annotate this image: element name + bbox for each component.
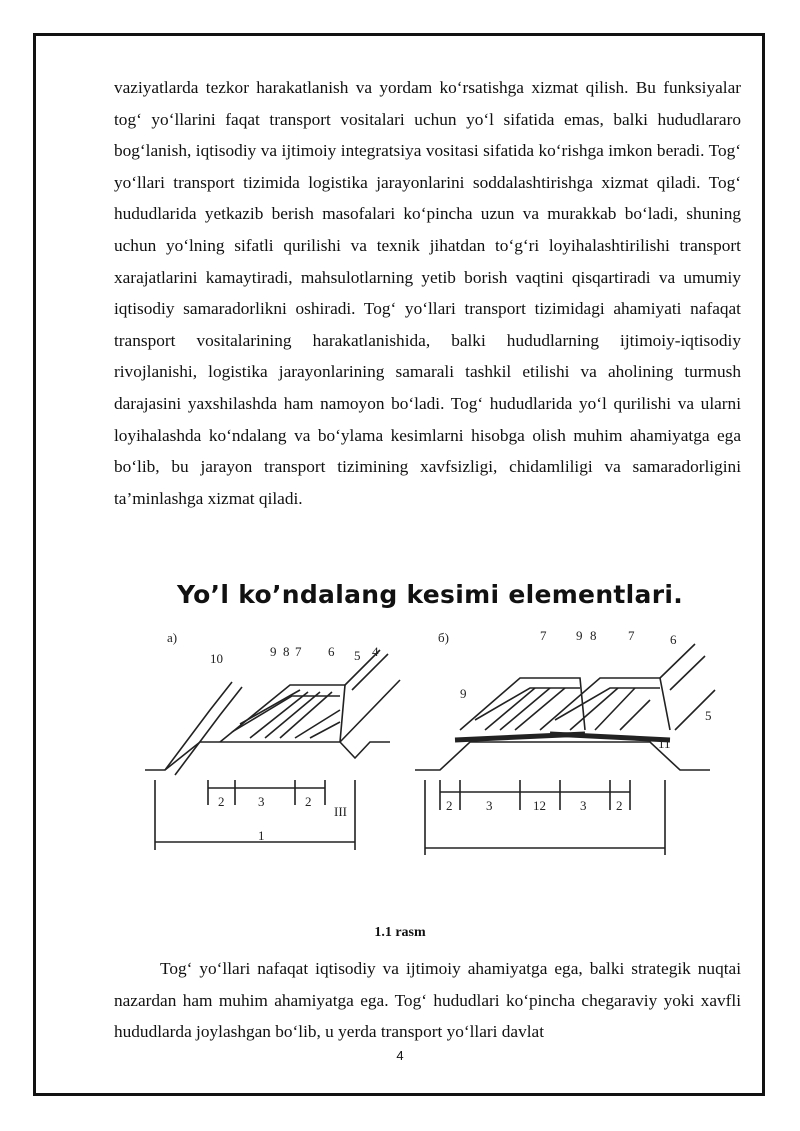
label-b-7-left: 7 bbox=[540, 630, 547, 643]
paragraph: vaziyatlarda tezkor harakatlanish va yordam ko‘rsatishga xizmat qilish. Bu funksiyalar tog‘ yo‘llarini faqat transport vositalari uchun yo‘l sifatida emas, balki hududlararo bog‘lanish, iqtisodiy va ijtimoiy integratsiya vositasi sifatida ko‘rishga imkon beradi. Tog‘ yo‘llari transport tizimida logistika jarayonlarini soddalashtirishga xizmat qiladi. Tog‘ hududlarida yetkazib berish masofalari ko‘pincha uzun va murakkab bo‘ladi, shuning uchun yo‘lning sifatli qurilishi va texnik jihatdan to‘g‘ri loyihalashtirilishi transport xarajatlarini kamaytiradi, mahsulotlarning yetib borish vaqtini qisqartiradi va umumiy iqtisodiy samaradorlikni oshiradi. Tog‘ yo‘llari transport tizimidagi ahamiyati nafaqat transport vositalarining harakatlanishida, balki hududlarning ijtimoiy-iqtisodiy rivojlanishi, logistika jarayonlarining samarali tashkil etilishi va aholining turmush darajasini yaxshilashda ham namoyon bo‘ladi. Tog‘ hududlarida yo‘l qurilishi va ularni loyihalashda ko‘ndalang va bo‘ylama kesimlarni hisobga olish muhim ahamiyatga ega bo‘lib, bu jarayon transport tizimining xavfsizligi, chidamliligi va samaradorligini ta’minlashga xizmat qiladi. bbox=[114, 78, 741, 508]
label-a-8: 8 bbox=[283, 644, 290, 659]
label-b-11: 11 bbox=[658, 736, 671, 751]
body-text-continued bbox=[114, 953, 741, 1048]
label-b-dim-2-right: 2 bbox=[616, 798, 623, 813]
paragraph: Tog‘ yo‘llari nafaqat iqtisodiy va ijtimoiy ahamiyatga ega, balki strategik nuqtai nazardan ham muhim ahamiyatga ega. Tog‘ hududlari ko‘pincha chegaraviy yoki xavfli hududlarda joylashgan bo‘lib, u yerda transport yo‘llari davlat bbox=[114, 959, 741, 1042]
label-a-dim-2-left: 2 bbox=[218, 794, 225, 809]
label-a-side-iii: III bbox=[334, 804, 347, 819]
label-b-dim-2-left: 2 bbox=[446, 798, 453, 813]
label-a-6: 6 bbox=[328, 644, 335, 659]
figure bbox=[140, 580, 720, 880]
label-a-5: 5 bbox=[354, 648, 361, 663]
page-number: 4 bbox=[396, 1048, 404, 1063]
label-a-4: 4 bbox=[372, 644, 379, 659]
label-a-7: 7 bbox=[295, 644, 302, 659]
label-b-9: 9 bbox=[576, 630, 583, 643]
label-a-10: 10 bbox=[210, 651, 223, 666]
label-b-6: 6 bbox=[670, 632, 677, 647]
label-a-dim-3: 3 bbox=[258, 794, 265, 809]
figure-caption: 1.1 rasm bbox=[374, 925, 426, 940]
panel-a-label: a) bbox=[167, 630, 178, 645]
cross-section-diagram bbox=[140, 630, 720, 870]
body-text bbox=[114, 72, 741, 514]
label-b-5: 5 bbox=[705, 708, 712, 723]
label-a-9: 9 bbox=[270, 644, 277, 659]
figure-title: Yo’l ko’ndalang kesimi elementlari. bbox=[176, 580, 684, 609]
label-a-dim-1: 1 bbox=[258, 828, 265, 843]
label-b-8: 8 bbox=[590, 630, 597, 643]
label-b-dim-12: 12 bbox=[533, 798, 546, 813]
label-b-9-side: 9 bbox=[460, 686, 467, 701]
label-b-7-right: 7 bbox=[628, 630, 635, 643]
panel-b-label: б) bbox=[438, 630, 449, 645]
label-a-dim-2-right: 2 bbox=[305, 794, 312, 809]
label-b-dim-3-right: 3 bbox=[580, 798, 587, 813]
label-b-dim-3-left: 3 bbox=[486, 798, 493, 813]
